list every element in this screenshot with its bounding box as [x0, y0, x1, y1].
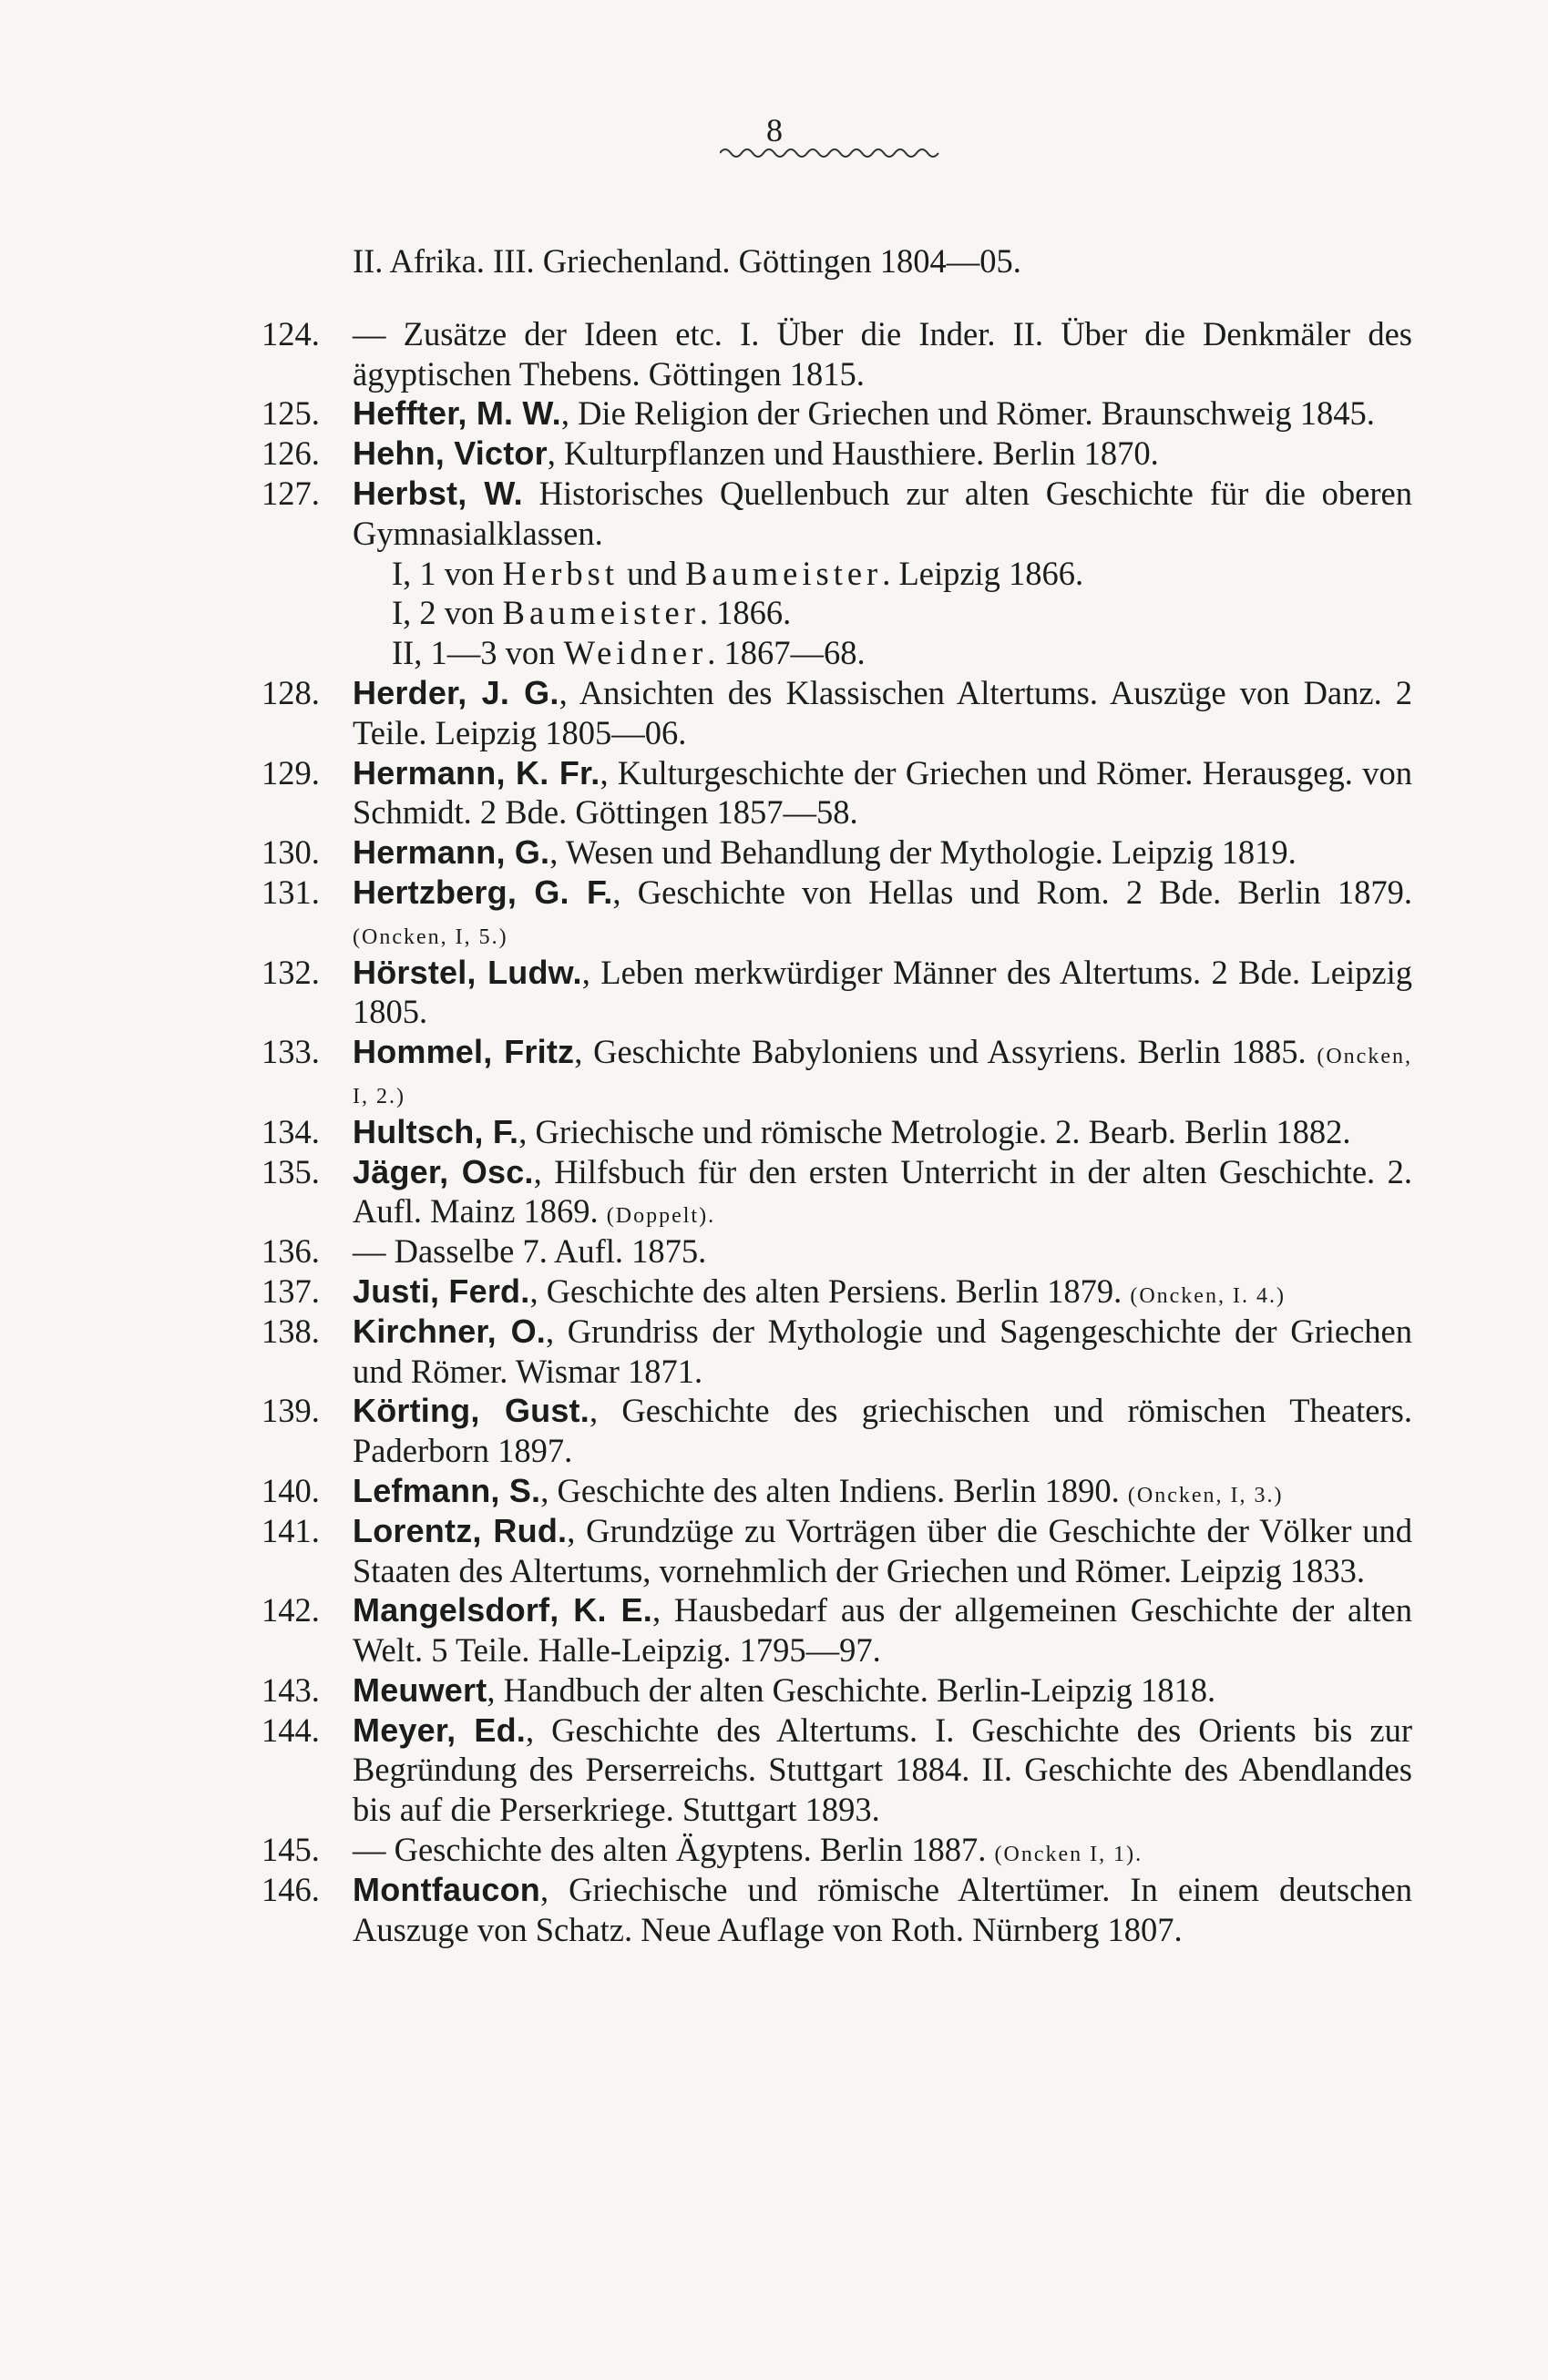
entry-author: Herbst, W. — [353, 474, 523, 512]
entry-note: (Oncken, I, 5.) — [353, 924, 508, 949]
bibliography-entry — [261, 1590, 1412, 1670]
entry-author: Mangelsdorf, K. E. — [353, 1591, 652, 1629]
intro-line: II. Afrika. III. Griechenland. Göttingen 1804—05. — [353, 241, 1021, 280]
entry-number: 127. — [261, 474, 320, 512]
bibliography-entry — [261, 1391, 1412, 1471]
entry-number: 124. — [261, 314, 320, 352]
entry-number: 143. — [261, 1670, 320, 1709]
bibliography-entry — [261, 753, 1412, 833]
subline-editor: Baumeister — [502, 594, 700, 632]
subline-text: I, 1 von — [392, 554, 503, 592]
page-number: 8 — [766, 112, 783, 148]
subline-text: und — [618, 554, 685, 592]
entry-text: Historisches Quellenbuch zur alten Geschichte für die oberen Gymnasialklassen. — [353, 474, 1412, 552]
entry-text: , Geschichte des Altertums. I. Geschichte des Orients bis zur Begründung des Perserreichs. Stuttgart 1884. II. Geschichte des Abendlandes bis auf die Perserkriege. Stuttgart 1893. — [353, 1711, 1412, 1829]
entry-author: Hultsch, F. — [353, 1112, 519, 1150]
entry-number: 139. — [261, 1392, 320, 1430]
entry-number: 146. — [261, 1870, 320, 1908]
entry-text: , Grundzüge zu Vorträgen über die Geschichte der Völker und Staaten des Altertums, vornehmlich der Griechen und Römer. Leipzig 1833. — [353, 1511, 1413, 1589]
entry-number: 132. — [261, 953, 320, 991]
subline-editor: Herbst — [502, 554, 619, 592]
entry-number: 140. — [261, 1471, 320, 1509]
entry-number: 141. — [261, 1511, 320, 1549]
entry-author: Körting, Gust. — [353, 1392, 589, 1430]
entry-subline — [273, 593, 1412, 633]
entry-text: Dasselbe 7. Aufl. 1875. — [394, 1232, 707, 1271]
entry-author: Hertzberg, G. F. — [353, 873, 613, 911]
entry-author: Kirchner, O. — [353, 1312, 546, 1350]
entry-author: Lorentz, Rud. — [353, 1511, 568, 1549]
bibliography-entry — [261, 1711, 1412, 1830]
entry-text: , Griechische und römische Altertümer. In einem deutschen Auszuge von Schatz. Neue Auflage von Roth. Nürnberg 1807. — [353, 1870, 1412, 1948]
ditto-dash: — — [353, 1232, 395, 1271]
entry-text: , Geschichte des alten Persiens. Berlin 1879. — [529, 1272, 1123, 1310]
entry-text: , Hausbedarf aus der allgemeinen Geschichte der alten Welt. 5 Teile. Halle-Leipzig. 1795—97. — [353, 1591, 1412, 1670]
entry-text: Geschichte des alten Ägyptens. Berlin 1887. — [394, 1831, 987, 1869]
entry-note: (Oncken, I, 2.) — [353, 1045, 1412, 1108]
entry-number: 125. — [261, 394, 320, 433]
bibliography-entry — [261, 832, 1412, 873]
entry-author: Jäger, Osc. — [353, 1152, 534, 1190]
entry-note: (Oncken I, 1). — [994, 1843, 1143, 1867]
bibliography-entry — [261, 434, 1412, 474]
subline-text: . 1866. — [699, 594, 792, 632]
bibliography-entry — [261, 873, 1412, 953]
subline-editor: Weidner — [563, 634, 708, 672]
entry-subline — [273, 554, 1412, 594]
page-number-ornament — [720, 144, 948, 162]
subline-editor: Baumeister — [684, 554, 883, 592]
entry-number: 131. — [261, 873, 320, 911]
entry-number: 135. — [261, 1152, 320, 1190]
entry-text: , Handbuch der alten Geschichte. Berlin-Leipzig 1818. — [487, 1670, 1216, 1709]
subline-text: . Leipzig 1866. — [882, 554, 1084, 592]
subline-text: . 1867—68. — [707, 634, 866, 672]
entry-author: Herder, J. G. — [353, 673, 559, 711]
entry-author: Hommel, Fritz — [353, 1033, 575, 1071]
entry-number: 137. — [261, 1272, 320, 1310]
bibliography-entry — [261, 474, 1412, 554]
bibliography-list — [261, 208, 1413, 1949]
bibliography-entry — [261, 1471, 1412, 1511]
entry-number: 126. — [261, 434, 320, 473]
entry-author: Hermann, K. Fr. — [353, 753, 600, 792]
entry-text: , Hilfsbuch für den ersten Unterricht in der alten Geschichte. 2. Aufl. Mainz 1869. — [353, 1152, 1412, 1231]
bibliography-entry — [261, 1152, 1412, 1232]
entry-author: Justi, Ferd. — [353, 1272, 530, 1310]
entry-text: , Kulturpflanzen und Hausthiere. Berlin 1870. — [547, 434, 1159, 473]
bibliography-entry — [261, 673, 1413, 753]
bibliography-entry — [261, 1312, 1412, 1392]
entry-number: 133. — [261, 1033, 320, 1071]
entry-number: 142. — [261, 1591, 320, 1629]
bibliography-entry — [261, 1670, 1412, 1711]
bibliography-entry — [261, 1112, 1412, 1152]
entry-text: Zusätze der Ideen etc. I. Über die Inder. II. Über die Denkmäler des ägyptischen Thebens. Göttingen 1815. — [353, 314, 1412, 393]
bibliography-entry — [261, 953, 1412, 1033]
entry-note: (Oncken, I. 4.) — [1130, 1283, 1286, 1308]
entry-note: (Doppelt). — [606, 1204, 716, 1229]
subline-text: I, 2 von — [392, 594, 503, 632]
ditto-dash: — — [353, 1831, 395, 1869]
entry-number: 130. — [261, 833, 320, 872]
entry-text: , Geschichte von Hellas und Rom. 2 Bde. Berlin 1879. — [612, 873, 1412, 911]
bibliography-entry — [261, 1830, 1412, 1870]
entry-author: Heffter, M. W. — [353, 394, 561, 433]
entry-text: , Leben merkwürdiger Männer des Altertums. 2 Bde. Leipzig 1805. — [353, 953, 1412, 1031]
entry-text: , Die Religion der Griechen und Römer. Braunschweig 1845. — [560, 394, 1375, 433]
entry-number: 145. — [261, 1831, 320, 1869]
entry-text: , Kulturgeschichte der Griechen und Römer. Herausgeg. von Schmidt. 2 Bde. Göttingen 1857—58. — [353, 753, 1412, 832]
entry-number: 138. — [261, 1312, 320, 1350]
entry-author: Meyer, Ed. — [353, 1711, 526, 1749]
bibliography-entry — [261, 1870, 1412, 1950]
entry-author: Meuwert — [353, 1670, 487, 1709]
subline-text: II, 1—3 von — [392, 634, 564, 672]
entry-number: 129. — [261, 753, 320, 792]
entry-note: (Oncken, I, 3.) — [1127, 1483, 1284, 1507]
entry-number: 128. — [261, 673, 320, 711]
entry-author: Hermann, G. — [353, 833, 550, 872]
bibliography-entry — [261, 1231, 1412, 1272]
entry-text: , Geschichte des griechischen und römischen Theaters. Paderborn 1897. — [353, 1392, 1412, 1470]
entry-author: Lefmann, S. — [353, 1471, 541, 1509]
bibliography-entry — [261, 1272, 1412, 1312]
bibliography-entry — [261, 393, 1412, 434]
entry-number: 144. — [261, 1711, 320, 1749]
entry-subline — [273, 633, 1412, 673]
entry-text: , Geschichte des alten Indiens. Berlin 1890. — [540, 1471, 1120, 1509]
entry-number: 134. — [261, 1112, 320, 1150]
entry-text: , Grundriss der Mythologie und Sagengeschichte der Griechen und Römer. Wismar 1871. — [353, 1312, 1412, 1390]
entry-author: Hehn, Victor — [353, 434, 548, 473]
bibliography-entry — [261, 314, 1412, 394]
ditto-dash: — — [353, 314, 404, 352]
entry-text: , Ansichten des Klassischen Altertums. Auszüge von Danz. 2 Teile. Leipzig 1805—06. — [353, 673, 1413, 751]
bibliography-entry — [261, 1032, 1412, 1112]
bibliography-entry — [261, 1511, 1413, 1591]
entry-author: Montfaucon — [353, 1870, 540, 1908]
entry-text: , Wesen und Behandlung der Mythologie. Leipzig 1819. — [549, 833, 1297, 872]
entry-number: 136. — [261, 1232, 320, 1271]
entry-text: , Geschichte Babyloniens und Assyriens. Berlin 1885. — [574, 1033, 1307, 1071]
entry-author: Hörstel, Ludw. — [353, 953, 582, 991]
entry-text: , Griechische und römische Metrologie. 2. Bearb. Berlin 1882. — [518, 1112, 1351, 1150]
